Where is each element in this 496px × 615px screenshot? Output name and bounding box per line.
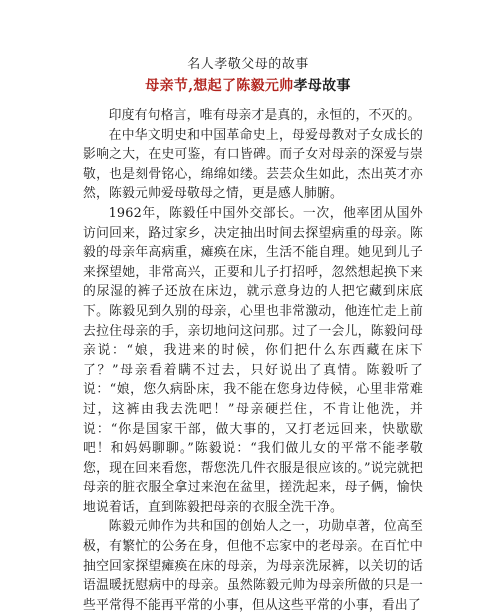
paragraph-4: 陈毅元帅作为共和国的创始人之一，功勋卓著，位高至极，有繁忙的公务在身，但他不忘家中的老母亲。在百忙中抽空回家探望瘫痪在床的母亲，为母亲洗尿裤，以关切的话语温暖抚慰病中的母亲。虽然陈毅元帅为母亲所做的只是一些平常得不能再平常的小事，但从这些平常的小事，看出了 <box>83 519 423 613</box>
document-subtitle <box>0 77 496 95</box>
article-body <box>83 106 423 615</box>
paragraph-3: 1962年，陈毅任中国外交部长。一次，他率团从国外访问回来，路过家乡，决定抽出时间去探望病重的母亲。陈毅的母亲年高病重，瘫痪在床，生活不能自理。她见到儿子来探望她，非常高兴，正要和儿子打招呼，忽然想起换下来的尿湿的裤子还放在床边，就示意身边的人把它藏到床底下。陈毅见到久别的母亲，心里也非常激动，他连忙走上前去拉住母亲的手，亲切地问这问那。过了一会儿，陈毅问母亲说：“娘，我进来的时候，你们把什么东西藏在床下了？”母亲看着瞒不过去，只好说出了真情。陈毅听了说：“娘，您久病卧床，我不能在您身边侍候，心里非常难过，这裤由我去洗吧！”母亲硬拦住，不肯让他洗，并说：“你是国家干部，做大事的，又打老远回来，快歇歇吧！和妈妈聊聊。”陈毅说：“我们做儿女的平常不能孝敬您，现在回来看您，帮您洗几件衣服是很应该的。”说完就把母亲的脏衣服全拿过来泡在盆里，搓洗起来，母子俩，愉快地说着话，直到陈毅把母亲的衣服全洗干净。 <box>83 205 423 515</box>
paragraph-2: 在中华文明史和中国革命史上，母爱母教对子女成长的影响之大，在史可鉴，有口皆碑。而子女对母亲的深爱与崇敬，也是刻骨铭心，绵绵如缕。芸芸众生如此，杰出英才亦然，陈毅元帅爱母敬母之情，更是感人肺腑。 <box>83 127 423 202</box>
subtitle-rest: 孝母故事 <box>293 78 351 94</box>
paragraph-1: 印度有句格言，唯有母亲才是真的，永恒的，不灭的。 <box>108 108 421 123</box>
document-title: 名人孝敬父母的故事 <box>187 57 309 72</box>
subtitle-highlight: 母亲节,想起了陈毅元帅 <box>145 78 294 94</box>
